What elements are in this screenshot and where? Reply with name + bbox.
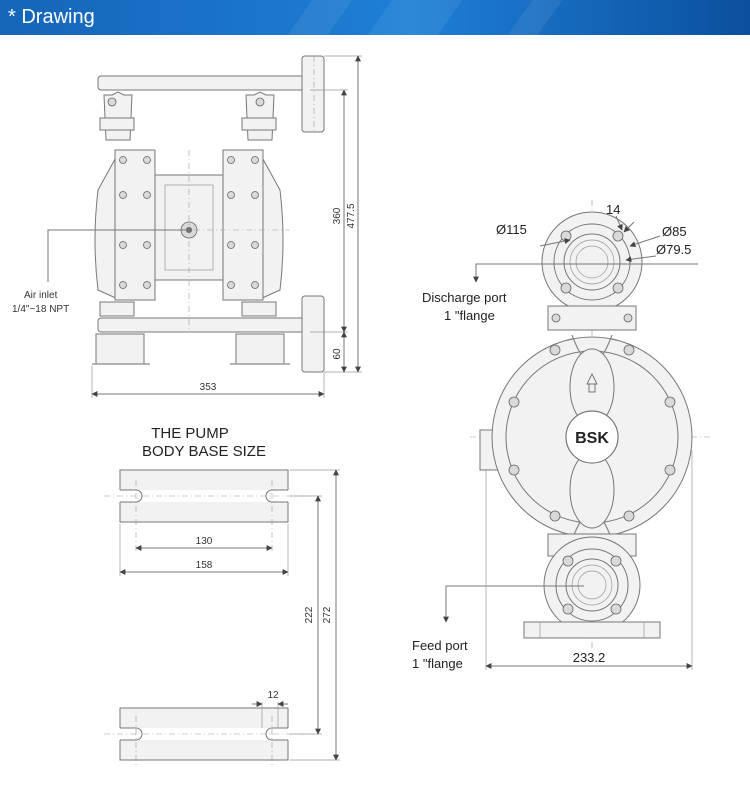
feed-flange — [544, 537, 640, 633]
foot-right — [236, 334, 284, 364]
bottom-manifold — [98, 318, 310, 332]
dim-233-2: 233.2 — [572, 650, 606, 665]
lower-valve-right — [242, 302, 276, 316]
dim-79-5: Ø79.5 — [656, 242, 692, 257]
valve-tower-left — [100, 92, 134, 140]
dim-115: Ø115 — [496, 222, 527, 237]
dim-14: 14 — [606, 202, 621, 217]
side-base-foot — [524, 622, 660, 638]
air-inlet-label: Air inlet — [24, 290, 58, 301]
discharge-label-2: 1 "flange — [444, 308, 495, 323]
discharge-flange — [542, 212, 642, 312]
discharge-label-1: Discharge port — [422, 290, 507, 305]
dim-222: 222 — [304, 606, 315, 624]
side-view — [412, 200, 712, 671]
diaphragm-cover-right — [223, 150, 263, 300]
base-heading-line2: BODY BASE SIZE — [142, 443, 266, 460]
valve-tower-right — [242, 92, 276, 140]
dim-353: 353 — [199, 382, 217, 393]
logo-text: BSK — [575, 430, 609, 447]
feed-label-1: Feed port — [412, 638, 468, 653]
foot-left — [96, 334, 144, 364]
diaphragm-cover-left — [115, 150, 155, 300]
bottom-flange — [302, 296, 324, 372]
base-view — [104, 425, 340, 768]
discharge-neck — [548, 306, 636, 330]
front-view — [12, 56, 362, 398]
top-flange — [302, 56, 324, 132]
feed-label-2: 1 "flange — [412, 656, 463, 671]
page-title: * Drawing — [8, 6, 95, 28]
dim-158: 158 — [195, 560, 213, 571]
dim-60: 60 — [332, 348, 343, 360]
base-heading-line1: THE PUMP — [151, 425, 229, 442]
lower-valve-left — [100, 302, 134, 316]
dim-12: 12 — [267, 690, 279, 701]
dim-130: 130 — [195, 536, 213, 547]
dim-85: Ø85 — [662, 224, 687, 239]
top-manifold — [98, 76, 310, 90]
dim-360: 360 — [332, 207, 343, 225]
dim-477-5: 477.5 — [346, 203, 357, 229]
air-inlet-thread: 1/4"~18 NPT — [12, 304, 70, 315]
dim-272: 272 — [322, 606, 333, 624]
